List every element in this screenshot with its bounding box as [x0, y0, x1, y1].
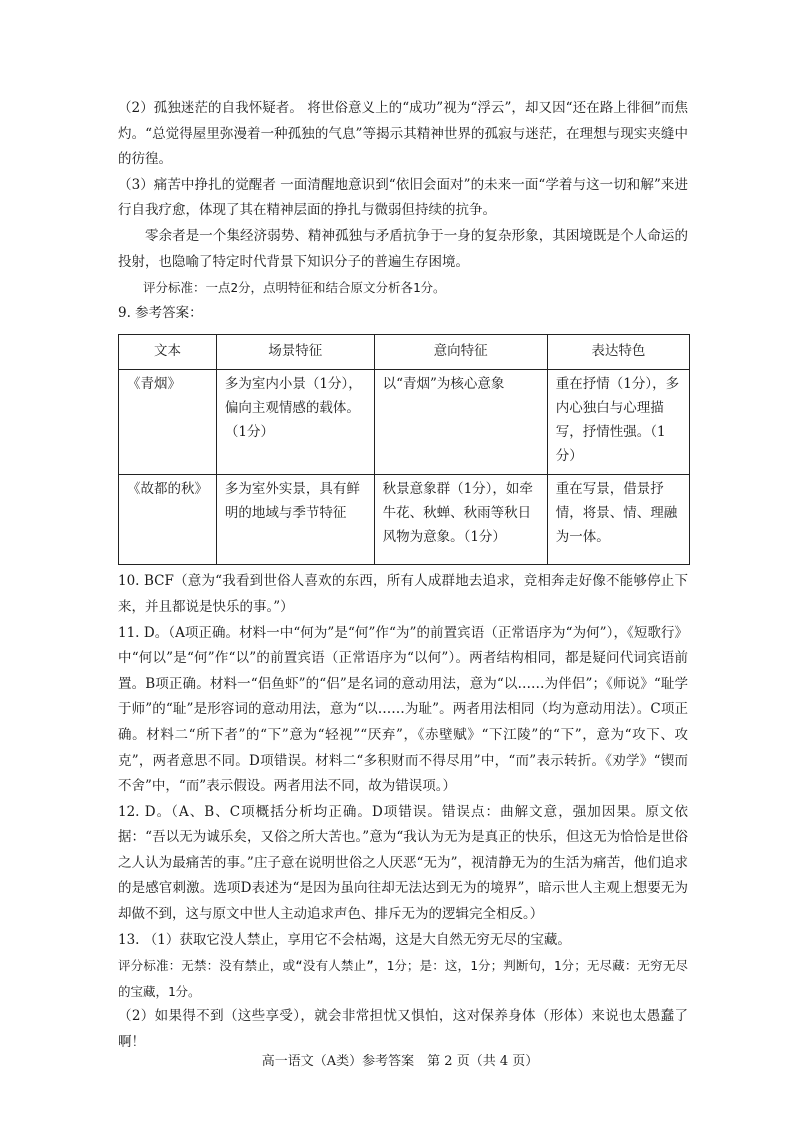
paragraph-lonely-doubter: （2）孤独迷茫的自我怀疑者。 将世俗意义上的“成功”视为“浮云”，却又因“还在路上徘徊”而焦灼。“总觉得屋里弥漫着一种孤独的气息”等揭示其精神世界的孤寂与迷茫，在理想与现实夹缝中的彷徨。: [118, 100, 688, 168]
table-header-cell: 意向特征: [374, 335, 547, 370]
table-header-row: [119, 335, 690, 370]
answer-10: 10. BCF（意为“我看到世俗人喜欢的东西，所有人成群地去追求，竞相奔走好像不能够停止下来，并且都说是快乐的事。”）: [118, 573, 688, 615]
scoring-standard-8: 评分标准：一点2分，点明特征和结合原文分析各1分。: [143, 280, 446, 296]
scoring-standard-13: 评分标准：无禁：没有禁止，或“没有人禁止”，1分；是：这，1分；判断句，1分；无尽藏：无穷无尽的宝藏，1分。: [118, 958, 688, 999]
table-cell: 多为室内小景（1分），偏向主观情感的载体。（1分）: [216, 370, 374, 475]
paragraph-awakened-struggler: （3）痛苦中挣扎的觉醒者 一面清醒地意识到“依旧会面对”的未来一面“学着与这一切和解”来进行自我疗愈，体现了其在精神层面的挣扎与微弱但持续的抗争。: [118, 176, 688, 219]
question-9-heading: 9. 参考答案：: [118, 304, 203, 321]
comparison-table: [118, 334, 690, 565]
table-cell: 《青烟》: [119, 370, 217, 475]
table-cell: 多为室外实景，具有鲜明的地域与季节特征: [216, 475, 374, 565]
paragraph-summary: 零余者是一个集经济弱势、精神孤独与矛盾抗争于一身的复杂形象，其困境既是个人命运的投射，也隐喻了特定时代背景下知识分子的普遍生存困境。: [118, 227, 688, 270]
table-row: [119, 475, 690, 565]
answer-11: 11. D。（A项正确。材料一中“何为”是“何”作“为”的前置宾语（正常语序为“为何”），《短歌行》中“何以”是“何”作“以”的前置宾语（正常语序为“以何”）。两者结构相同，都是疑问代词宾语前置。B项正确。材料一“侣鱼虾”的“侣”是名词的意动用法，意为“以……为伴侣”；《师说》“耻学于师”的“耻”是形容词的意动用法，意为“以……为耻”。两者用法相同（均为意动用法）。C项正确。材料二“所下者”的“下”意为“轻视”“厌弃”，《赤壁赋》“下江陵”的“下”，意为“攻下、攻克”，两者意思不同。D项错误。材料二“多积财而不得尽用”中，“而”表示转折。《劝学》“锲而不舍”中，“而”表示假设。两者用法不同，故为错误项。）: [118, 624, 688, 795]
answer-12: 12. D。（A、B、C项概括分析均正确。D项错误。错误点：曲解文意，强加因果。原文依据：“吾以无为诚乐矣，又俗之所大苦也。”意为“我认为无为是真正的快乐，但这无为恰恰是世俗之人认为最痛苦的事。”庄子意在说明世俗之人厌恶“无为”，视清静无为的生活为痛苦，他们追求的是感官刺激。选项D表述为“是因为虽向往却无法达到无为的境界”，暗示世人主观上想要无为却做不到，这与原文中世人主动追求声色、排斥无为的逻辑完全相反。）: [118, 803, 688, 923]
table-header-cell: 文本: [119, 335, 217, 370]
answer-content: [118, 96, 688, 1056]
table-cell: 以“青烟”为核心意象: [374, 370, 547, 475]
table-row: [119, 370, 690, 475]
page-footer: 高一语文（A类）参考答案 第 2 页（共 4 页）: [261, 1054, 539, 1069]
table-header-cell: 场景特征: [216, 335, 374, 370]
table-cell: 重在写景，借景抒情，将景、情、理融为一体。: [547, 475, 689, 565]
table-header-cell: 表达特色: [547, 335, 689, 370]
table-cell: 《故都的秋》: [119, 475, 217, 565]
answer-13-part-1: 13. （1）获取它没人禁止，享用它不会枯竭，这是大自然无穷无尽的宝藏。: [118, 931, 571, 948]
table-cell: 重在抒情（1分），多内心独白与心理描写，抒情性强。（1分）: [547, 370, 689, 475]
table-cell: 秋景意象群（1分），如牵牛花、秋蝉、秋雨等秋日风物为意象。（1分）: [374, 475, 547, 565]
answer-13-part-2: （2）如果得不到（这些享受），就会非常担忧又惧怕，这对保养身体（形体）来说也太愚蠢了啊！: [118, 1008, 688, 1051]
